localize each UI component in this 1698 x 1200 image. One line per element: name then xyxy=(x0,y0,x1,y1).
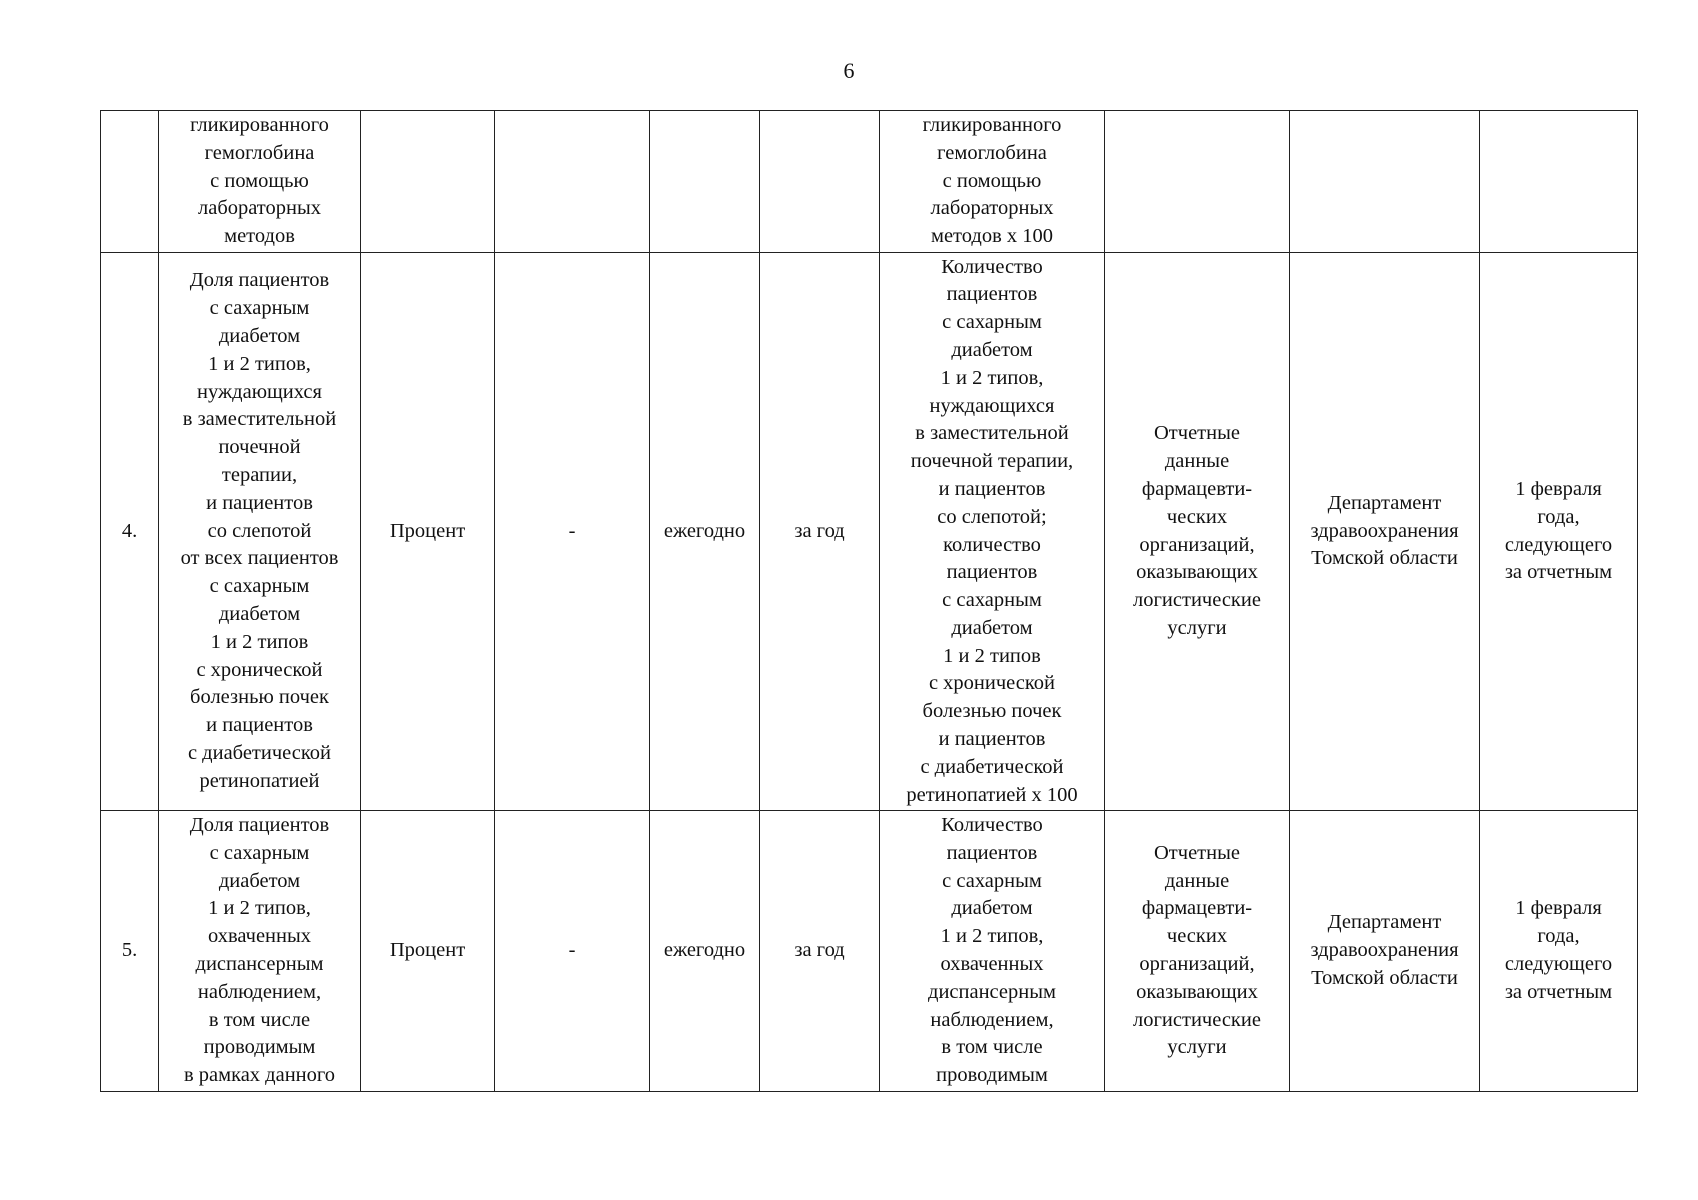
source-cell: Отчетные данные фармацевти- ческих организаций, оказывающих логистические услуги xyxy=(1105,253,1290,811)
table-row xyxy=(101,111,1638,253)
period-cell: за год xyxy=(760,811,880,1092)
periodicity-cell: ежегодно xyxy=(650,253,760,811)
formula-cell: гликированного гемоглобина с помощью лабораторных методов х 100 xyxy=(880,111,1105,253)
indicator-name-cell: гликированного гемоглобина с помощью лабораторных методов xyxy=(159,111,361,253)
value-cell xyxy=(495,111,650,253)
source-cell: Отчетные данные фармацевти- ческих организаций, оказывающих логистические услуги xyxy=(1105,811,1290,1092)
deadline-cell: 1 февраля года, следующего за отчетным xyxy=(1480,253,1638,811)
formula-cell: Количество пациентов с сахарным диабетом 1 и 2 типов, нуждающихся в заместительной почечной терапии, и пациентов со слепотой; количество пациентов с сахарным диабетом 1 и 2 типов с хронической болезнью почек и пациентов с диабетической ретинопатией х 100 xyxy=(880,253,1105,811)
periodicity-cell: ежегодно xyxy=(650,811,760,1092)
row-number-cell: 4. xyxy=(101,253,159,811)
indicator-name-cell: Доля пациентов с сахарным диабетом 1 и 2 типов, нуждающихся в заместительной почечной терапии, и пациентов со слепотой от всех пациентов с сахарным диабетом 1 и 2 типов с хронической болезнью почек и пациентов с диабетической ретинопатией xyxy=(159,253,361,811)
periodicity-cell xyxy=(650,111,760,253)
row-number-cell xyxy=(101,111,159,253)
table-row xyxy=(101,253,1638,811)
value-cell: - xyxy=(495,253,650,811)
page-number: 6 xyxy=(843,58,855,83)
source-cell xyxy=(1105,111,1290,253)
indicator-table xyxy=(100,110,1638,1092)
responsible-cell: Департамент здравоохранения Томской области xyxy=(1290,253,1480,811)
period-cell: за год xyxy=(760,253,880,811)
deadline-cell: 1 февраля года, следующего за отчетным xyxy=(1480,811,1638,1092)
deadline-cell xyxy=(1480,111,1638,253)
row-number-cell: 5. xyxy=(101,811,159,1092)
responsible-cell xyxy=(1290,111,1480,253)
unit-cell: Процент xyxy=(361,253,495,811)
value-cell: - xyxy=(495,811,650,1092)
table-row xyxy=(101,811,1638,1092)
unit-cell: Процент xyxy=(361,811,495,1092)
indicator-name-cell: Доля пациентов с сахарным диабетом 1 и 2 типов, охваченных диспансерным наблюдением, в том числе проводимым в рамках данного xyxy=(159,811,361,1092)
responsible-cell: Департамент здравоохранения Томской области xyxy=(1290,811,1480,1092)
unit-cell xyxy=(361,111,495,253)
formula-cell: Количество пациентов с сахарным диабетом 1 и 2 типов, охваченных диспансерным наблюдением, в том числе проводимым xyxy=(880,811,1105,1092)
period-cell xyxy=(760,111,880,253)
